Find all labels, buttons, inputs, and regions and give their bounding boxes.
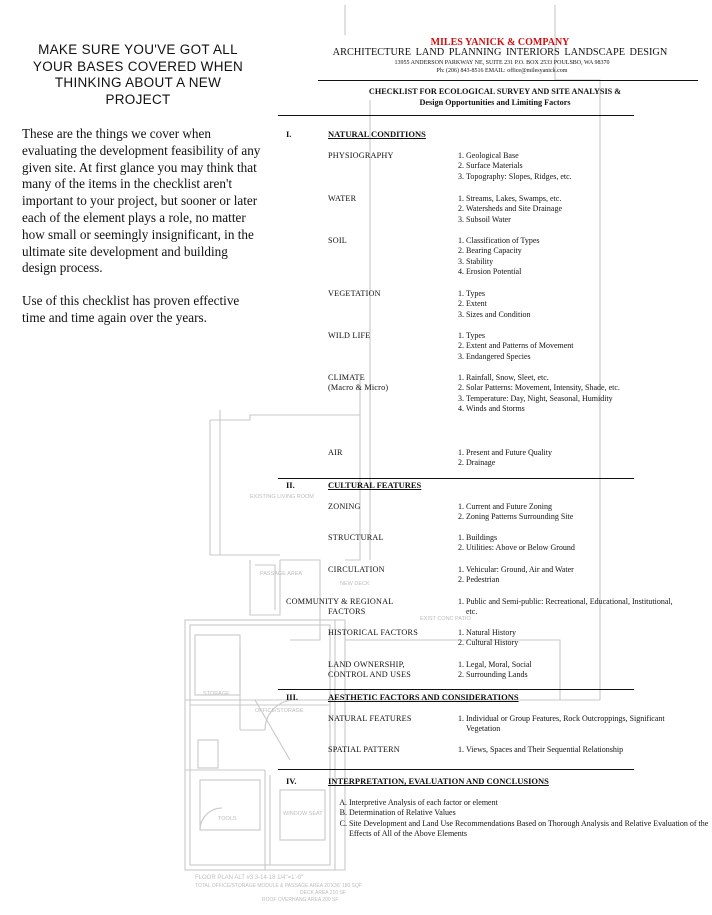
category-label: ZONING <box>328 502 361 511</box>
list-item: 3. Sizes and Condition <box>466 310 671 320</box>
document-title-line-2: Design Opportunities and Limiting Factors <box>419 98 571 107</box>
list-item: C. Site Development and Land Use Recommendations Based on Thorough Analysis and Relative Evaluation of the Effects of All of the Above Elements <box>349 819 712 840</box>
category-label: SOIL <box>328 236 347 245</box>
storage-label: STORAGE <box>203 691 230 697</box>
list-item: 2. Bearing Capacity <box>466 246 671 256</box>
item-list <box>455 236 671 277</box>
list-item: 2. Extent <box>466 299 671 309</box>
category-label: VEGETATION <box>328 289 381 298</box>
existing-living-room-label: EXISTING LIVING ROOM <box>250 494 314 500</box>
list-item: 3. Temperature: Day, Night, Seasonal, Humidity <box>466 394 651 404</box>
list-item: 1. Buildings <box>466 533 671 543</box>
document-title-line-1: CHECKLIST FOR ECOLOGICAL SURVEY AND SITE ANALYSIS & <box>368 87 622 96</box>
category-label: AIR <box>328 448 343 457</box>
list-item: 1. Types <box>466 289 671 299</box>
item-list <box>455 533 671 554</box>
list-item: 1. Rainfall, Snow, Sleet, etc. <box>466 373 651 383</box>
document-title <box>300 86 690 108</box>
item-list <box>455 331 671 362</box>
category-label: SPATIAL PATTERN <box>328 745 400 754</box>
list-item: 2. Watersheds and Site Drainage <box>466 204 671 214</box>
list-item: 1. Classification of Types <box>466 236 671 246</box>
intro-paragraph-1: These are the things we cover when evaluating the development feasibility of any given site. At first glance you may think that many of the items in the checklist aren't important to your project, but sooner or later each of the element plays a role, no matter how small or seemingly insignificant, in the ultimate site development and building design process. <box>22 126 261 276</box>
list-item: 2. Extent and Patterns of Movement <box>466 341 671 351</box>
title-rule <box>278 115 634 116</box>
section-number: IV. <box>286 776 297 786</box>
intro-paragraph-2: Use of this checklist has proven effective time and time again over the years. <box>22 293 240 325</box>
category-name: COMMUNITY & REGIONAL <box>286 597 394 606</box>
list-item: 3. Stability <box>466 257 671 267</box>
list-item: 2. Cultural History <box>466 638 671 648</box>
company-disciplines: ARCHITECTURE LAND PLANNING INTERIORS LANDSCAPE DESIGN <box>332 47 668 58</box>
item-list <box>455 660 671 681</box>
item-list <box>455 502 671 523</box>
intro-title: MAKE SURE YOU'VE GOT ALL YOUR BASES COVERED WHEN THINKING ABOUT A NEW PROJECT <box>32 42 244 107</box>
list-item: 1. Individual or Group Features, Rock Outcroppings, Significant Vegetation <box>466 714 681 735</box>
section-rule <box>278 689 634 690</box>
list-item: 1. Present and Future Quality <box>466 448 671 458</box>
section-rule <box>278 478 634 479</box>
list-item: 2. Drainage <box>466 458 671 468</box>
item-list <box>455 597 678 618</box>
item-list <box>455 745 706 755</box>
category-label: STRUCTURAL <box>328 533 384 542</box>
category-label <box>286 597 393 617</box>
list-item: 1. Vehicular: Ground, Air and Water <box>466 565 671 575</box>
item-list <box>455 194 671 225</box>
list-item: 1. Geological Base <box>466 151 671 161</box>
floor-plan-area-2: DECK AREA 210 SF <box>300 890 346 896</box>
category-label: WILD LIFE <box>328 331 371 340</box>
list-item: 4. Erosion Potential <box>466 267 671 277</box>
company-name: MILES YANICK & COMPANY <box>430 37 570 48</box>
floor-plan-area-1: TOTAL OFFICE/STORAGE MODULE & PASSAGE AREA 20'X36' 180 SQF <box>195 883 362 889</box>
list-item: 2. Solar Patterns: Movement, Intensity, Shade, etc. <box>466 383 651 393</box>
window-seat-label: WINDOW SEAT <box>283 811 323 817</box>
category-label: PHYSIOGRAPHY <box>328 151 394 160</box>
item-list <box>455 628 671 649</box>
list-item: 2. Pedestrian <box>466 575 671 585</box>
list-item: 1. Legal, Moral, Social <box>466 660 671 670</box>
item-list <box>455 714 681 735</box>
tools-label: TOOLS <box>218 816 237 822</box>
contact-line: Ph: (206) 843-8516 EMAIL: office@milesyanick.com <box>436 68 568 74</box>
section-rule <box>278 769 634 770</box>
list-item: 3. Topography: Slopes, Ridges, etc. <box>466 172 671 182</box>
list-item: 4. Winds and Storms <box>466 404 651 414</box>
item-list <box>455 289 671 320</box>
item-list <box>455 373 651 414</box>
list-item: 1. Public and Semi-public: Recreational, Educational, Institutional, etc. <box>466 597 678 618</box>
category-name: LAND OWNERSHIP, <box>328 660 405 669</box>
category-label <box>328 373 388 393</box>
office-storage-label: OFFICE/STORAGE <box>255 708 304 714</box>
floor-plan-title: FLOOR PLAN ALT #3 3-14-18 1/4"=1'-0" <box>195 875 304 881</box>
list-item: 1. Views, Spaces and Their Sequential Relationship <box>466 745 706 755</box>
category-subname: FACTORS <box>328 607 366 617</box>
list-item: 1. Streams, Lakes, Swamps, etc. <box>466 194 671 204</box>
category-subname: (Macro & Micro) <box>328 383 389 393</box>
section-title: NATURAL CONDITIONS <box>328 129 426 139</box>
category-label: CIRCULATION <box>328 565 385 574</box>
list-item: 1. Current and Future Zoning <box>466 502 671 512</box>
passage-area-label: PASSAGE AREA <box>260 571 303 577</box>
item-list <box>455 565 671 586</box>
section-title: CULTURAL FEATURES <box>328 480 422 490</box>
company-address <box>332 59 672 75</box>
category-name: CLIMATE <box>328 373 365 382</box>
category-subname: CONTROL AND USES <box>328 670 411 680</box>
category-label <box>328 660 411 680</box>
list-item: 2. Zoning Patterns Surrounding Site <box>466 512 671 522</box>
list-item: B. Determination of Relative Values <box>349 808 712 818</box>
list-item: 1. Natural History <box>466 628 671 638</box>
letterhead-rule <box>318 80 698 81</box>
item-list <box>327 798 712 839</box>
intro-body <box>22 126 262 343</box>
new-deck-label: NEW DECK <box>340 581 370 587</box>
category-label: HISTORICAL FACTORS <box>328 628 418 637</box>
category-label: NATURAL FEATURES <box>328 714 412 723</box>
list-item: A. Interpretive Analysis of each factor or element <box>349 798 712 808</box>
section-title: AESTHETIC FACTORS AND CONSIDERATIONS <box>328 692 519 702</box>
list-item: 2. Surrounding Lands <box>466 670 671 680</box>
section-number: I. <box>286 129 292 139</box>
section-title: INTERPRETATION, EVALUATION AND CONCLUSIONS <box>328 776 549 786</box>
item-list <box>455 448 671 469</box>
list-item: 3. Endangered Species <box>466 352 671 362</box>
floor-plan-area-3: ROOF OVERHANG AREA 200 SF <box>262 897 339 903</box>
section-number: II. <box>286 480 295 490</box>
list-item: 2. Utilities: Above or Below Ground <box>466 543 671 553</box>
list-item: 2. Surface Materials <box>466 161 671 171</box>
list-item: 3. Subsoil Water <box>466 215 671 225</box>
item-list <box>455 151 671 182</box>
concrete-patio-label: EXIST CONC PATIO <box>420 616 471 622</box>
list-item: 1. Types <box>466 331 671 341</box>
section-number: III. <box>286 692 299 702</box>
category-label: WATER <box>328 194 357 203</box>
address-line: 13955 ANDERSON PARKWAY NE, SUITE 231 P.O. BOX 2533 POULSBO, WA 98370 <box>394 60 610 66</box>
